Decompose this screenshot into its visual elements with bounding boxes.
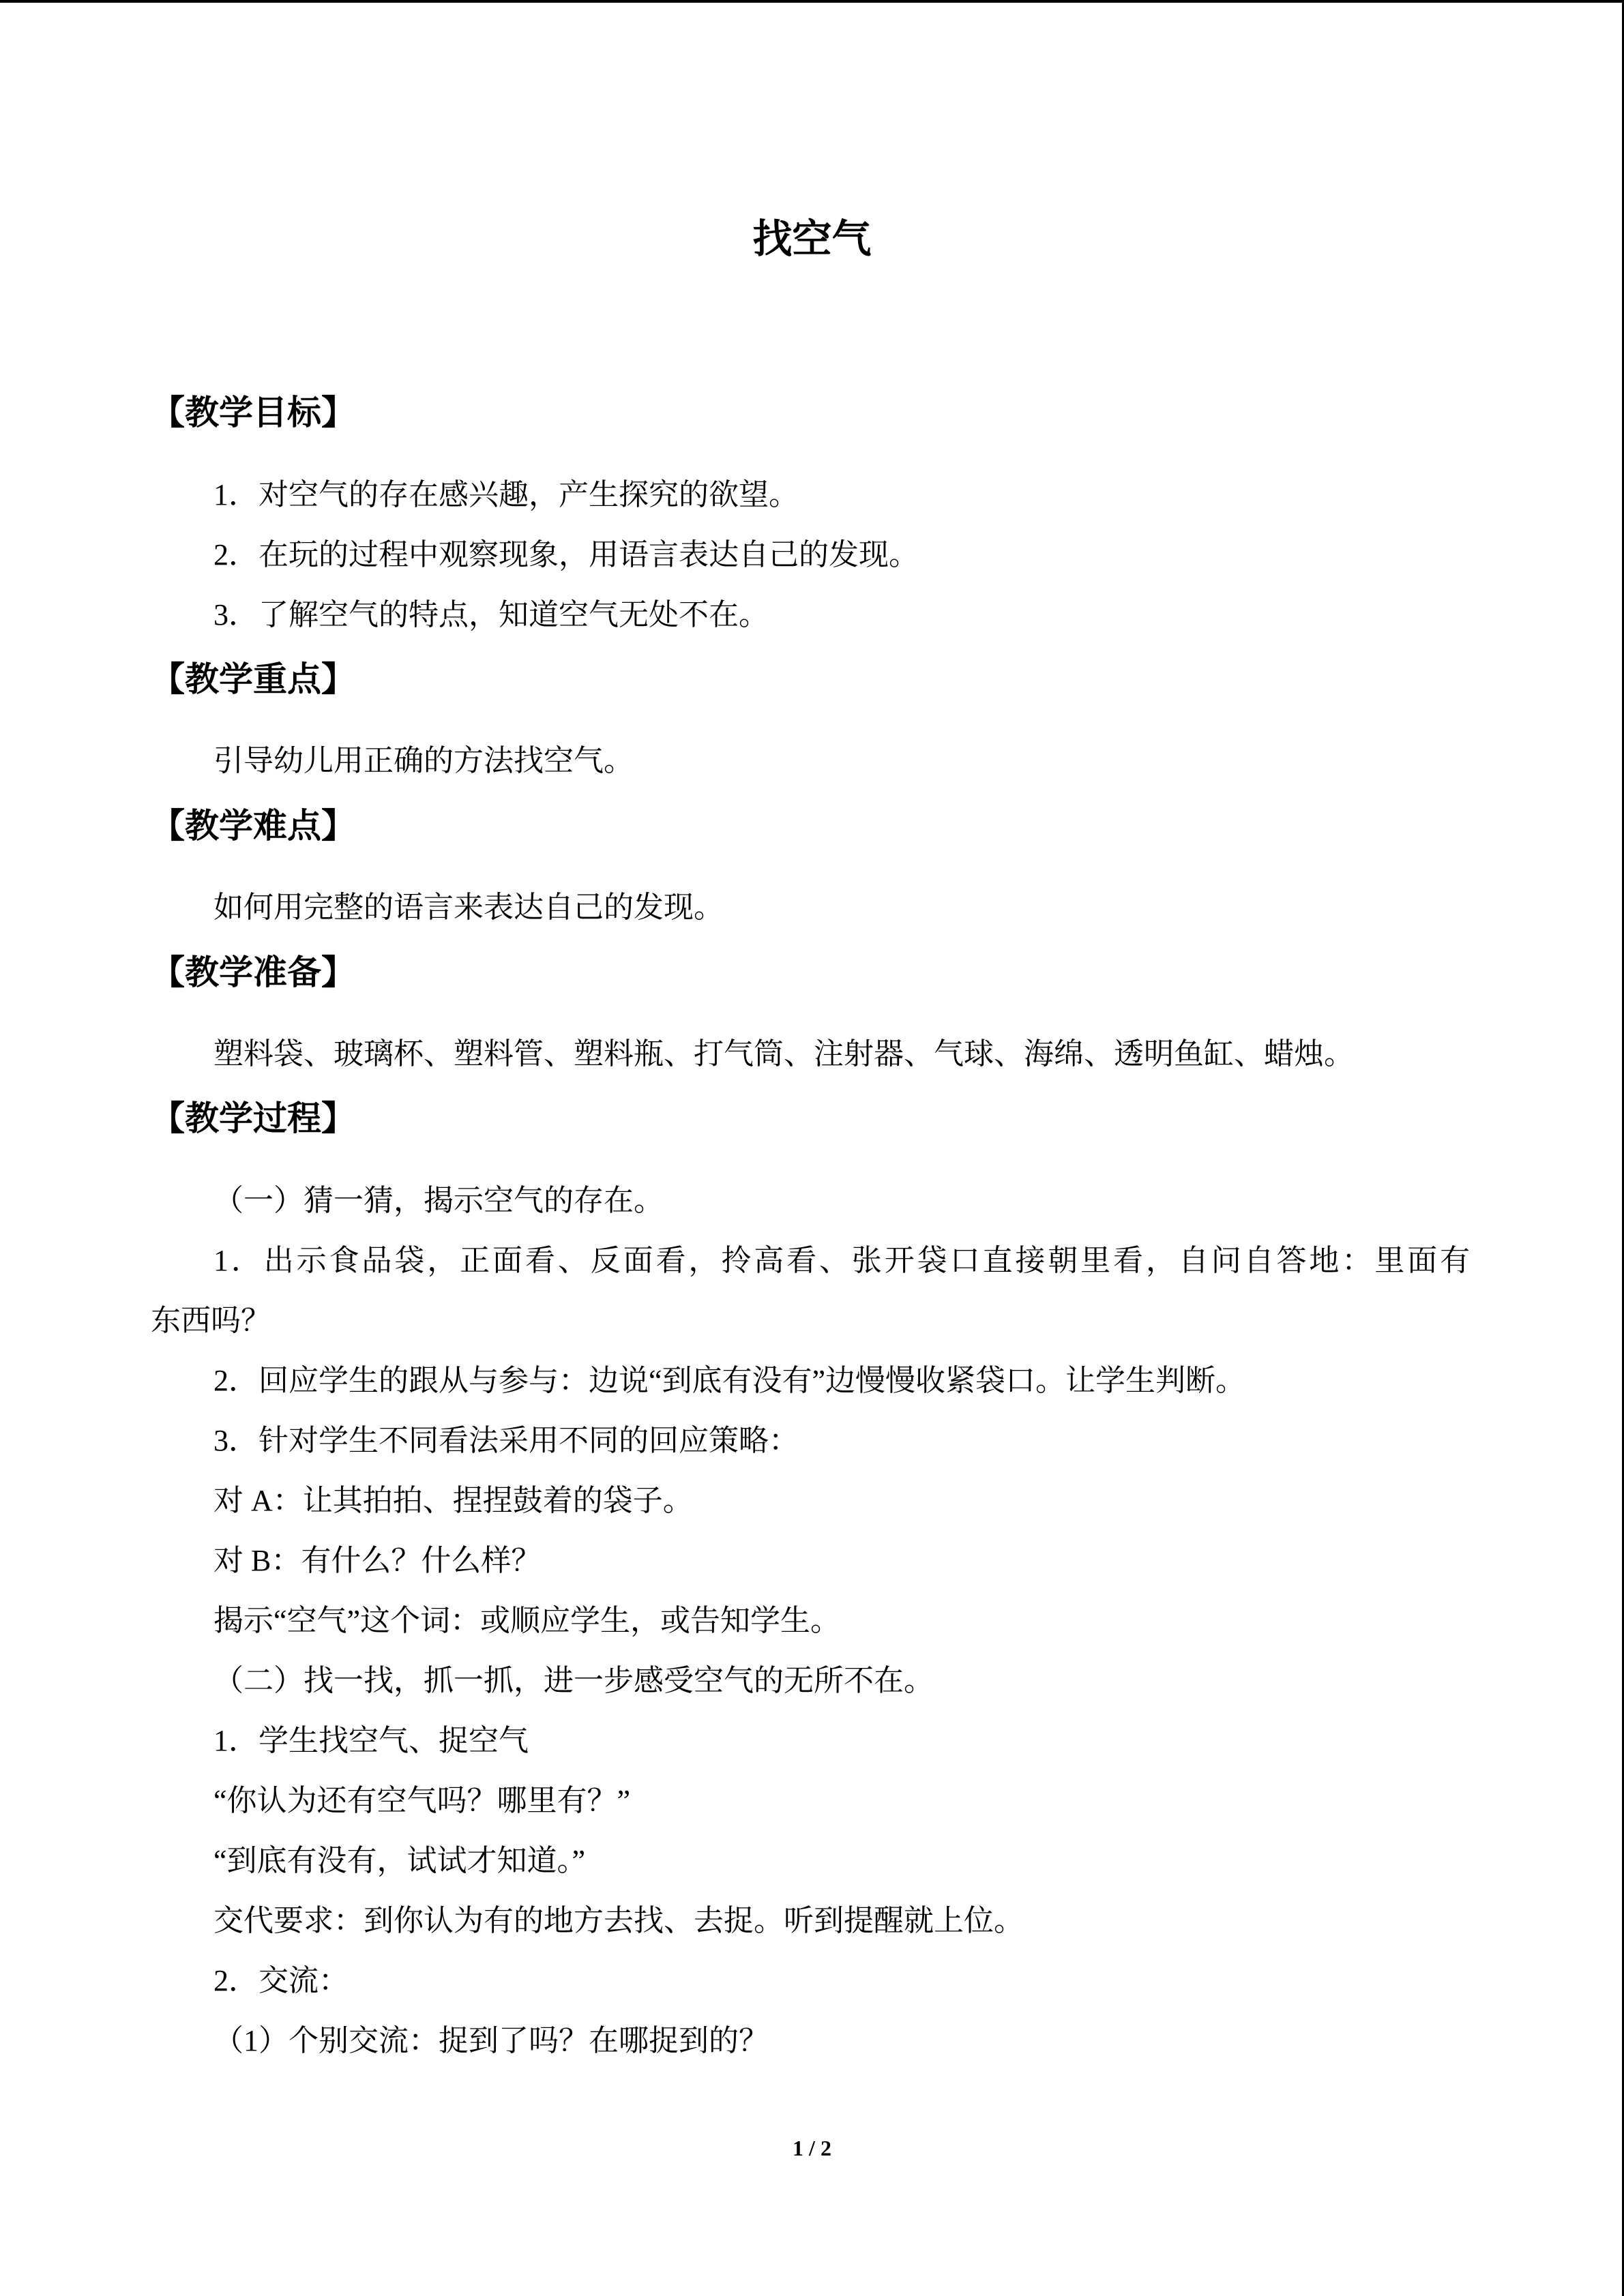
key-points-text: 引导幼儿用正确的方法找空气。 [213, 744, 634, 777]
heading-goals: 【教学目标】 [151, 393, 355, 432]
process-line: “你认为还有空气吗？哪里有？” [213, 1784, 631, 1817]
goal-item: 3．了解空气的特点，知道空气无处不在。 [213, 598, 769, 631]
process-line: 1．学生找空气、捉空气 [213, 1724, 529, 1757]
preparation-text: 塑料袋、玻璃杯、塑料管、塑料瓶、打气筒、注射器、气球、海绵、透明鱼缸、蜡烛。 [213, 1037, 1354, 1071]
heading-difficulty: 【教学难点】 [151, 806, 355, 846]
process-line: 交代要求：到你认为有的地方去找、去捉。听到提醒就上位。 [213, 1904, 1024, 1937]
top-border [0, 0, 1624, 3]
process-line: （1）个别交流：捉到了吗？在哪捉到的？ [213, 2024, 769, 2057]
heading-key-points: 【教学重点】 [151, 659, 355, 699]
document-title: 找空气 [752, 215, 872, 262]
difficulty-text: 如何用完整的语言来表达自己的发现。 [213, 891, 724, 924]
goal-item: 1．对空气的存在感兴趣，产生探究的欲望。 [213, 478, 799, 511]
process-line: “到底有没有，试试才知道。” [213, 1844, 586, 1877]
heading-process: 【教学过程】 [151, 1099, 355, 1138]
process-line: 揭示“空气”这个词：或顺应学生，或告知学生。 [213, 1604, 841, 1637]
process-line: 1．出示食品袋，正面看、反面看，拎高看、张开袋口直接朝里看，自问自答地：里面有 [213, 1244, 1470, 1277]
heading-preparation: 【教学准备】 [151, 953, 355, 992]
process-line: （一）猜一猜，揭示空气的存在。 [213, 1184, 664, 1217]
process-line: 3．针对学生不同看法采用不同的回应策略： [213, 1424, 799, 1457]
process-line: 对 A：让其拍拍、捏捏鼓着的袋子。 [213, 1484, 693, 1517]
goal-item: 2．在玩的过程中观察现象，用语言表达自己的发现。 [213, 538, 919, 571]
page-number: 1 / 2 [793, 2136, 831, 2160]
process-line: 对 B：有什么？什么样？ [213, 1544, 542, 1577]
process-line: 2．回应学生的跟从与参与：边说“到底有没有”边慢慢收紧袋口。让学生判断。 [213, 1364, 1246, 1397]
process-line: 东西吗？ [151, 1304, 271, 1337]
process-line: （二）找一找，抓一抓，进一步感受空气的无所不在。 [213, 1664, 934, 1697]
process-line: 2．交流： [213, 1964, 349, 1997]
